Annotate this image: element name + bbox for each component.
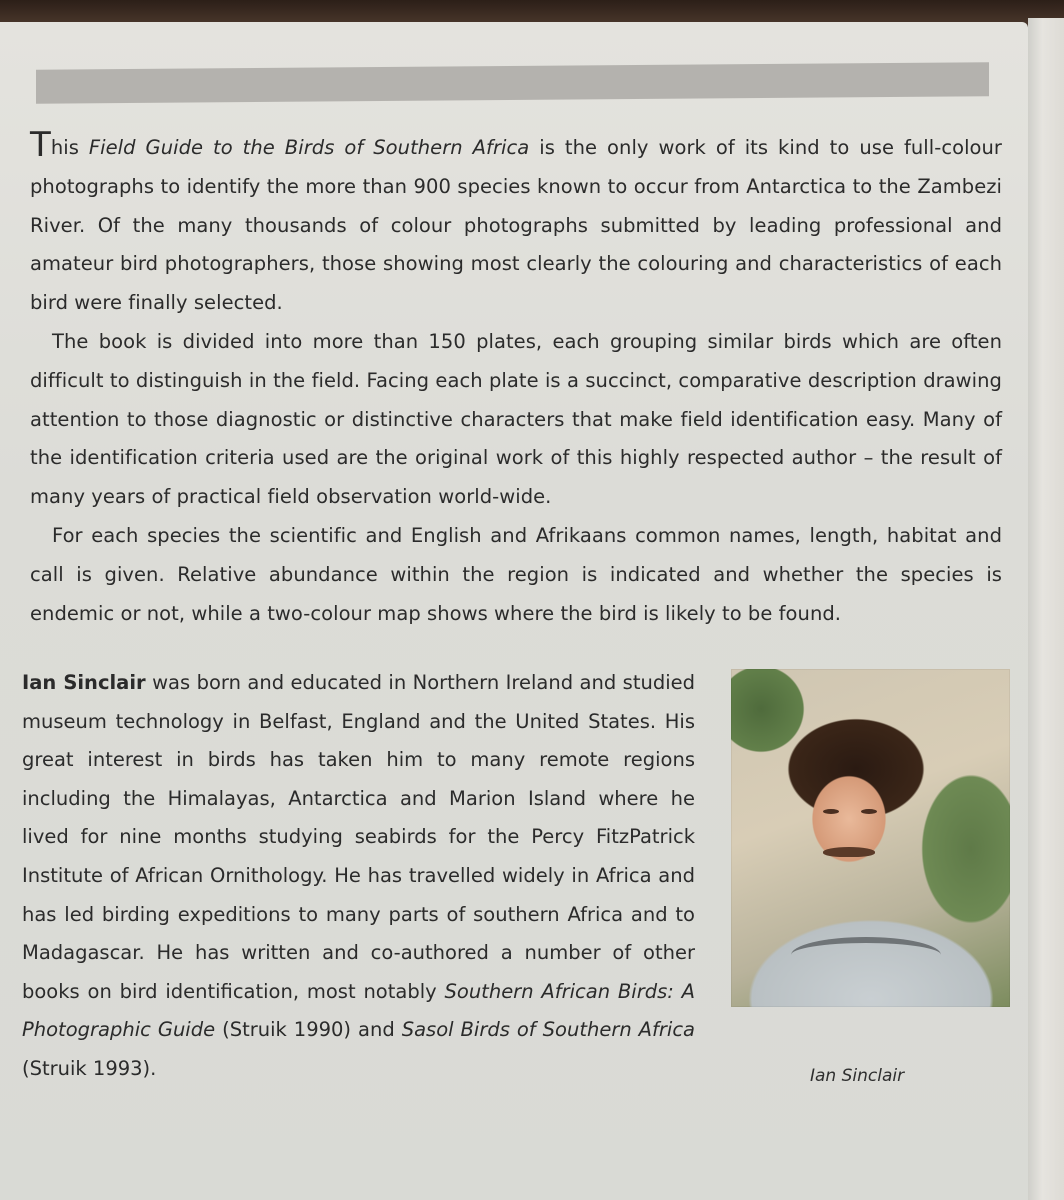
photo-detail xyxy=(823,809,839,814)
book-title-2: Sasol Birds of Southern Africa xyxy=(401,1018,695,1042)
intro-lead: his xyxy=(50,136,89,159)
bio-paragraph xyxy=(22,664,695,1089)
book-title-1: Southern African Birds: A Photographic Guide xyxy=(22,979,695,1042)
photo-caption: Ian Sinclair xyxy=(810,1066,905,1086)
intro-text xyxy=(30,125,1002,633)
photo-detail xyxy=(861,809,877,814)
page-edge xyxy=(1028,18,1064,1200)
book-title: Field Guide to the Birds of Southern Africa xyxy=(88,136,530,159)
photo-detail xyxy=(823,847,875,857)
photo-detail xyxy=(791,937,941,973)
intro-p1-rest: is the only work of its kind to use full-colour photographs to identify the more than 900 species known to occur from Antarctica to the Zambezi River. Of the many thousands of colour photographs submitted by leading professional and amateur bird photographers, those showing most clearly the colouring and characteristics of each bird were finally selected. xyxy=(30,136,1002,315)
bio-text-2: (Struik 1990) and xyxy=(215,1018,402,1042)
author-name: Ian Sinclair xyxy=(22,671,146,694)
intro-paragraph-2: The book is divided into more than 150 plates, each grouping similar birds which are often difficult to distinguish in the field. Facing each plate is a succinct, comparative description drawing attention to those diagnostic or distinctive characters that make field identification easy. Many of the identification criteria used are the original work of this highly respected author – the result of many years of practical field observation world-wide. xyxy=(30,329,1002,509)
bio-text-3: (Struik 1993). xyxy=(22,1056,157,1080)
intro-paragraph-1 xyxy=(30,125,1002,323)
drop-cap: T xyxy=(30,125,51,165)
intro-paragraph-3: For each species the scientific and English and Afrikaans common names, length, habitat and call is given. Relative abundance within the region is indicated and whether the species is endemic or not, while a two-colour map shows where the bird is likely to be found. xyxy=(30,523,1002,625)
author-bio xyxy=(22,664,695,1089)
bio-text-1: was born and educated in Northern Ireland and studied museum technology in Belfast, England and the United States. His great interest in birds has taken him to many remote regions including the Himalayas, Antarctica and Marion Island where he lived for nine months studying seabirds for the Percy FitzPatrick Institute of African Ornithology. He has travelled widely in Africa and has led birding expeditions to many parts of southern Africa and to Madagascar. He has written and co-authored a number of other books on bird identification, most notably xyxy=(22,671,695,1003)
author-photo xyxy=(731,669,1010,1007)
